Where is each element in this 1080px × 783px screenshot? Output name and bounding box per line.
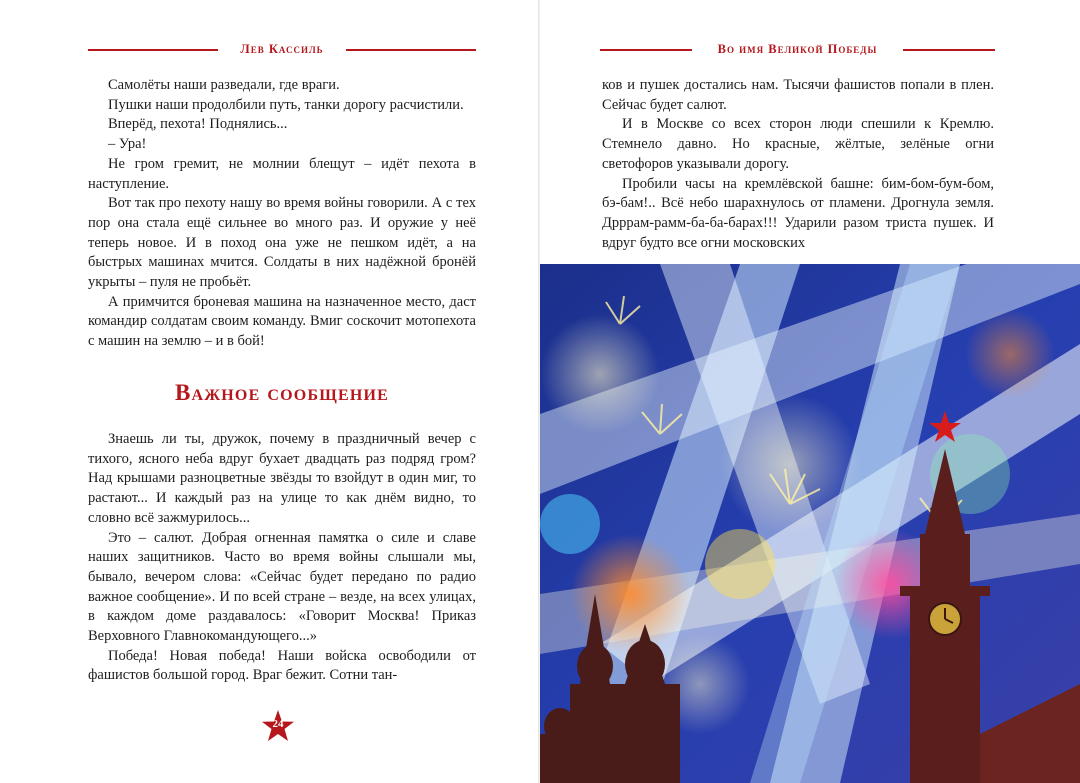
paragraph: Пробили часы на кремлёвской башне: бим-бом-бум-бом, бэ-бам!.. Всё небо шарахнулось от пламени. Дрогнула земля. Дрррам-рамм-ба-ба-барах!!! Ударили разом триста пушек. И вдруг будто все огни московских xyxy=(602,175,994,251)
running-head-chapter: Во имя Великой Победы xyxy=(717,42,878,56)
paragraph: Победа! Новая победа! Наши войска освободили от фашистов большой город. Враг бежит. Сотни тан- xyxy=(88,647,476,684)
paragraph: ков и пушек достались нам. Тысячи фашистов попали в плен. Сейчас будет салют. xyxy=(602,77,994,113)
paragraph: Это – салют. Добрая огненная памятка о силе и славе наших защитников. Часто во время войны слышали мы, бывало, вечером слова: «Сейчас будет передано по радио важное сообщение». И по всей стране – везде, на всех улицах, в каждом доме раздавалось: «Говорит Москва! Приказ Верховного Главнокомандующего...» xyxy=(88,529,476,645)
left-body-text-bottom xyxy=(88,430,476,686)
paragraph: Знаешь ли ты, дружок, почему в праздничный вечер с тихого, ясного неба вдруг бухает двадцать раз подряд гром? Над крышами разноцветные звёзды то взойдут в один миг, то растают... И каждый раз на улице то как днём видно, то словно всё зажмурилось... xyxy=(88,431,476,526)
paragraph: Не гром гремит, не молнии блещут – идёт пехота в наступление. xyxy=(88,155,476,192)
paragraph: Самолёты наши разведали, где враги. xyxy=(108,77,340,93)
illustration-image xyxy=(540,264,1080,783)
left-running-head xyxy=(88,41,476,57)
paragraph: Вперёд, пехота! Поднялись... xyxy=(108,116,288,133)
running-head-rule-right xyxy=(346,49,476,51)
running-head-author: Лев Кассиль xyxy=(240,42,324,56)
paragraph: – Ура! xyxy=(108,136,147,153)
running-head-rule-right xyxy=(903,49,995,51)
right-page xyxy=(540,0,1080,783)
right-body-text xyxy=(602,76,994,253)
fireworks-kremlin-illustration xyxy=(540,264,1080,783)
paragraph: А примчится броневая машина на назначенное место, даст командир солдатам своим команду. Вмиг соскочит мотопехота с машин на землю – и в бой! xyxy=(88,293,476,350)
page-number-star xyxy=(261,709,295,743)
paragraph: И в Москве со всех сторон люди спешили к Кремлю. Стемнело давно. Но красные, жёлтые, зелёные огни светофоров указывали дорогу. xyxy=(602,116,994,172)
page-number: 24 xyxy=(272,718,284,730)
section-heading: Важное сообщение xyxy=(174,380,390,405)
paragraph: Пушки наши продолбили путь, танки дорогу расчистили. xyxy=(108,96,464,113)
left-body-text-top xyxy=(88,76,476,352)
right-running-head xyxy=(600,41,995,57)
paragraph: Вот так про пехоту нашу во время войны говорили. А с тех пор она стала ещё сильнее во много раз. И оружие у неё теперь новое. И в поход она уже не пешком идёт, а на быстрых машинах мчится. Солдаты в них надёжной бронёй укрыты – пуля не пробьёт. xyxy=(88,195,476,291)
